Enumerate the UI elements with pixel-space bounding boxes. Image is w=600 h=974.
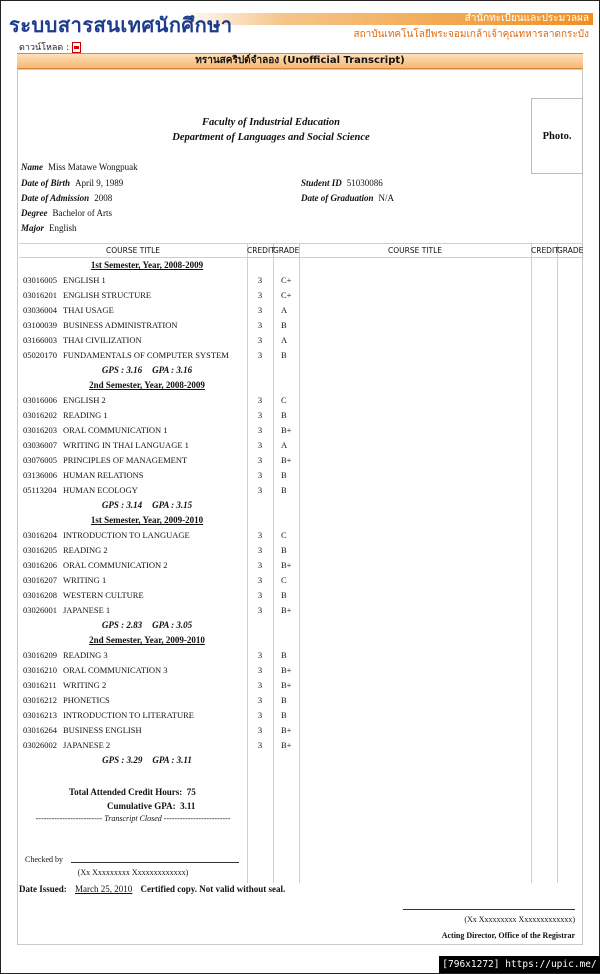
- course-credit: 3: [257, 410, 263, 420]
- course-grade: C: [281, 395, 287, 405]
- course-row: [19, 470, 299, 485]
- course-grade: B: [281, 320, 287, 330]
- course-grade: A: [281, 335, 288, 345]
- course-code: 03036007: [23, 440, 57, 450]
- course-credit: 3: [257, 575, 263, 585]
- course-row: [19, 680, 299, 695]
- header-grade-2: GRADE: [557, 246, 584, 255]
- course-grade: A: [281, 305, 288, 315]
- course-title: PHONETICS: [63, 695, 110, 705]
- course-row: [19, 455, 299, 470]
- course-row: [19, 275, 299, 290]
- course-credit: 3: [257, 485, 263, 495]
- major-value: English: [49, 223, 77, 233]
- table-header-border: [19, 257, 583, 258]
- course-row: [19, 290, 299, 305]
- checker-signature-line: [71, 862, 239, 863]
- course-credit: 3: [257, 320, 263, 330]
- semester-heading: 1st Semester, Year, 2009-2010: [90, 515, 204, 525]
- transcript-closed: ------------------------- Transcript Closed -------------------------: [35, 814, 231, 823]
- semester-gpa-row: [19, 365, 275, 375]
- semester-heading: 2nd Semester, Year, 2009-2010: [89, 635, 205, 645]
- course-code: 03016207: [23, 575, 57, 585]
- course-credit: 3: [257, 530, 263, 540]
- column-divider: [531, 243, 532, 883]
- semester-gpa: GPA : 3.15: [152, 500, 193, 510]
- course-grade: B: [281, 470, 287, 480]
- course-credit: 3: [257, 665, 263, 675]
- semester-gps: GPS : 3.29: [102, 755, 143, 765]
- student-admission: [21, 193, 112, 203]
- header-credit-2: CREDIT: [531, 246, 559, 255]
- semester-gpa: GPA : 3.05: [152, 620, 193, 630]
- course-row: [19, 440, 299, 455]
- cumulative-gpa: [107, 801, 195, 811]
- course-title: WRITING IN THAI LANGUAGE 1: [63, 440, 189, 450]
- course-code: 03016211: [23, 680, 57, 690]
- course-code: 03136006: [23, 470, 57, 480]
- course-row: [19, 335, 299, 350]
- course-grade: C: [281, 575, 287, 585]
- course-title: READING 1: [63, 410, 108, 420]
- course-credit: 3: [257, 440, 263, 450]
- student-name: [21, 162, 138, 172]
- course-title: PRINCIPLES OF MANAGEMENT: [63, 455, 188, 465]
- course-title: ENGLISH 2: [63, 395, 106, 405]
- total-credit-hours-label: Total Attended Credit Hours:: [69, 787, 183, 797]
- course-credit: 3: [257, 305, 263, 315]
- course-code: 03016006: [23, 395, 57, 405]
- director-name: (Xx Xxxxxxxxx Xxxxxxxxxxxxx): [464, 915, 575, 924]
- course-row: [19, 650, 299, 665]
- course-grade: C: [281, 530, 287, 540]
- date-issued-label: Date Issued:: [19, 884, 67, 894]
- student-id-value: 51030086: [346, 178, 383, 188]
- director-title: Acting Director, Office of the Registrar: [441, 931, 575, 940]
- pdf-icon[interactable]: [72, 42, 81, 53]
- total-credit-hours: [69, 787, 196, 797]
- student-id-label: Student ID: [301, 178, 342, 188]
- course-code: 03016202: [23, 410, 57, 420]
- course-title: WRITING 2: [63, 680, 107, 690]
- course-row: [19, 395, 299, 410]
- course-grade: B: [281, 350, 287, 360]
- semester-gpa: GPA : 3.16: [152, 365, 193, 375]
- course-title: INTRODUCTION TO LITERATURE: [63, 710, 194, 720]
- semester-gps: GPS : 2.83: [101, 620, 143, 630]
- course-grade: B+: [281, 665, 292, 675]
- course-title: THAI USAGE: [63, 305, 114, 315]
- header-course-title-2: COURSE TITLE: [387, 246, 443, 255]
- course-code: 03026002: [23, 740, 57, 750]
- course-code: 05020170: [23, 350, 57, 360]
- download-label[interactable]: ดาวน์โหลด :: [19, 43, 70, 53]
- course-code: 03016209: [23, 650, 57, 660]
- course-title: ORAL COMMUNICATION 3: [63, 665, 168, 675]
- table-top-border: [19, 243, 583, 244]
- course-title: READING 3: [63, 650, 108, 660]
- course-grade: B: [281, 410, 287, 420]
- course-credit: 3: [257, 470, 263, 480]
- cumulative-gpa-label: Cumulative GPA:: [107, 801, 176, 811]
- course-grade: B: [281, 710, 287, 720]
- course-title: JAPANESE 2: [63, 740, 111, 750]
- date-issued: [19, 884, 285, 894]
- course-row: [19, 305, 299, 320]
- faculty-name: Faculty of Industrial Education: [202, 117, 340, 128]
- name-label: Name: [21, 162, 43, 172]
- graduation-label: Date of Graduation: [301, 193, 374, 203]
- course-credit: 3: [257, 395, 263, 405]
- degree-label: Degree: [21, 208, 48, 218]
- course-title: THAI CIVILIZATION: [63, 335, 142, 345]
- course-title: ENGLISH STRUCTURE: [63, 290, 152, 300]
- page-title: ทรานสคริปต์จำลอง (Unofficial Transcript): [17, 53, 583, 69]
- course-credit: 3: [257, 455, 263, 465]
- course-grade: B+: [281, 725, 292, 735]
- course-row: [19, 695, 299, 710]
- cumulative-gpa-value: 3.11: [180, 801, 196, 811]
- course-grade: B+: [281, 425, 292, 435]
- name-value: Miss Matawe Wongpuak: [48, 162, 138, 172]
- course-code: 03166003: [23, 335, 57, 345]
- course-row: [19, 485, 299, 500]
- course-grade: B+: [281, 455, 292, 465]
- course-title: HUMAN RELATIONS: [63, 470, 144, 480]
- course-code: 03016208: [23, 590, 57, 600]
- dob-label: Date of Birth: [21, 178, 71, 188]
- course-code: 03016201: [23, 290, 57, 300]
- semester-heading: 1st Semester, Year, 2008-2009: [90, 260, 204, 270]
- course-credit: 3: [257, 710, 263, 720]
- course-title: ENGLISH 1: [63, 275, 106, 285]
- date-issued-value: March 25, 2010: [75, 884, 133, 894]
- course-code: 05113204: [23, 485, 57, 495]
- course-credit: 3: [257, 545, 263, 555]
- course-row: [19, 320, 299, 335]
- student-id: [301, 178, 383, 188]
- course-code: 03016203: [23, 425, 57, 435]
- course-grade: A: [281, 440, 288, 450]
- department-name: Department of Languages and Social Science: [172, 132, 370, 143]
- semester-gps: GPS : 3.14: [101, 500, 143, 510]
- header-credit: CREDIT: [247, 246, 275, 255]
- faculty-heading: [1, 115, 541, 145]
- course-title: WRITING 1: [63, 575, 107, 585]
- course-credit: 3: [257, 560, 263, 570]
- course-title: BUSINESS ENGLISH: [63, 725, 142, 735]
- course-credit: 3: [257, 275, 263, 285]
- certified-note: Certified copy. Not valid without seal.: [140, 884, 286, 894]
- course-grade: C+: [281, 275, 292, 285]
- director-signature-line: [403, 909, 575, 910]
- course-credit: 3: [257, 335, 263, 345]
- course-row: [19, 710, 299, 725]
- course-credit: 3: [257, 680, 263, 690]
- course-row: [19, 545, 299, 560]
- course-credit: 3: [257, 425, 263, 435]
- course-code: 03026001: [23, 605, 57, 615]
- course-row: [19, 530, 299, 545]
- course-table: [19, 243, 583, 883]
- course-credit: 3: [257, 290, 263, 300]
- student-major: [21, 223, 77, 233]
- course-code: 03016204: [23, 530, 57, 540]
- download-link[interactable]: [19, 40, 81, 54]
- course-grade: B: [281, 590, 287, 600]
- dob-value: April 9, 1989: [75, 178, 124, 188]
- course-row: [19, 665, 299, 680]
- course-row: [19, 605, 299, 620]
- student-degree: [21, 208, 112, 218]
- column-divider: [299, 243, 300, 883]
- course-grade: B+: [281, 605, 292, 615]
- degree-value: Bachelor of Arts: [52, 208, 112, 218]
- student-dob: [21, 178, 123, 188]
- watermark: [796x1272] https://upic.me/: [439, 956, 600, 973]
- admission-value: 2008: [94, 193, 113, 203]
- course-code: 03016210: [23, 665, 57, 675]
- course-title: BUSINESS ADMINISTRATION: [63, 320, 178, 330]
- course-row: [19, 350, 299, 365]
- checked-by-label: Checked by: [25, 855, 63, 864]
- admission-label: Date of Admission: [21, 193, 90, 203]
- header-course-title: COURSE TITLE: [105, 246, 161, 255]
- course-code: 03016005: [23, 275, 57, 285]
- course-row: [19, 560, 299, 575]
- course-code: 03016205: [23, 545, 57, 555]
- course-grade: B+: [281, 740, 292, 750]
- course-credit: 3: [257, 590, 263, 600]
- course-credit: 3: [257, 725, 263, 735]
- course-code: 03016212: [23, 695, 57, 705]
- course-grade: B: [281, 485, 287, 495]
- course-code: 03100039: [23, 320, 57, 330]
- photo-placeholder: Photo.: [531, 98, 583, 174]
- course-title: READING 2: [63, 545, 108, 555]
- course-grade: B+: [281, 560, 292, 570]
- course-grade: B: [281, 545, 287, 555]
- graduation-date: [301, 193, 394, 203]
- course-title: FUNDAMENTALS OF COMPUTER SYSTEM: [63, 350, 229, 360]
- course-credit: 3: [257, 740, 263, 750]
- course-row: [19, 575, 299, 590]
- course-grade: B: [281, 650, 287, 660]
- major-label: Major: [21, 223, 45, 233]
- course-title: JAPANESE 1: [63, 605, 111, 615]
- course-grade: C+: [281, 290, 292, 300]
- office-name: สำนักทะเบียนและประมวลผล: [464, 13, 589, 24]
- course-title: INTRODUCTION TO LANGUAGE: [63, 530, 190, 540]
- institute-name: สถาบันเทคโนโลยีพระจอมเกล้าเจ้าคุณทหารลาดกระบัง: [353, 29, 589, 40]
- course-credit: 3: [257, 605, 263, 615]
- course-row: [19, 590, 299, 605]
- course-code: 03016213: [23, 710, 57, 720]
- course-code: 03016206: [23, 560, 57, 570]
- course-row: [19, 410, 299, 425]
- course-row: [19, 740, 299, 755]
- course-grade: B: [281, 695, 287, 705]
- semester-gpa: GPA : 3.11: [152, 755, 192, 765]
- semester-heading: 2nd Semester, Year, 2008-2009: [89, 380, 205, 390]
- course-grade: B+: [281, 680, 292, 690]
- course-credit: 3: [257, 695, 263, 705]
- course-row: [19, 725, 299, 740]
- course-code: 03036004: [23, 305, 57, 315]
- course-title: WESTERN CULTURE: [63, 590, 144, 600]
- course-title: HUMAN ECOLOGY: [63, 485, 138, 495]
- site-header: [9, 5, 593, 55]
- column-divider: [557, 243, 558, 883]
- semester-gpa-row: [19, 620, 275, 630]
- course-credit: 3: [257, 650, 263, 660]
- total-credit-hours-value: 75: [186, 787, 196, 797]
- header-grade: GRADE: [273, 246, 300, 255]
- course-title: ORAL COMMUNICATION 2: [63, 560, 168, 570]
- graduation-value: N/A: [378, 193, 395, 203]
- system-name: ระบบสารสนเทศนักศึกษา: [9, 13, 233, 37]
- course-code: 03076005: [23, 455, 57, 465]
- checker-name: (Xx Xxxxxxxxx Xxxxxxxxxxxxx): [77, 868, 189, 877]
- semester-gps: GPS : 3.16: [101, 365, 143, 375]
- course-title: ORAL COMMUNICATION 1: [63, 425, 168, 435]
- semester-gpa-row: [19, 755, 275, 765]
- course-credit: 3: [257, 350, 263, 360]
- course-code: 03016264: [23, 725, 57, 735]
- course-row: [19, 425, 299, 440]
- semester-gpa-row: [19, 500, 275, 510]
